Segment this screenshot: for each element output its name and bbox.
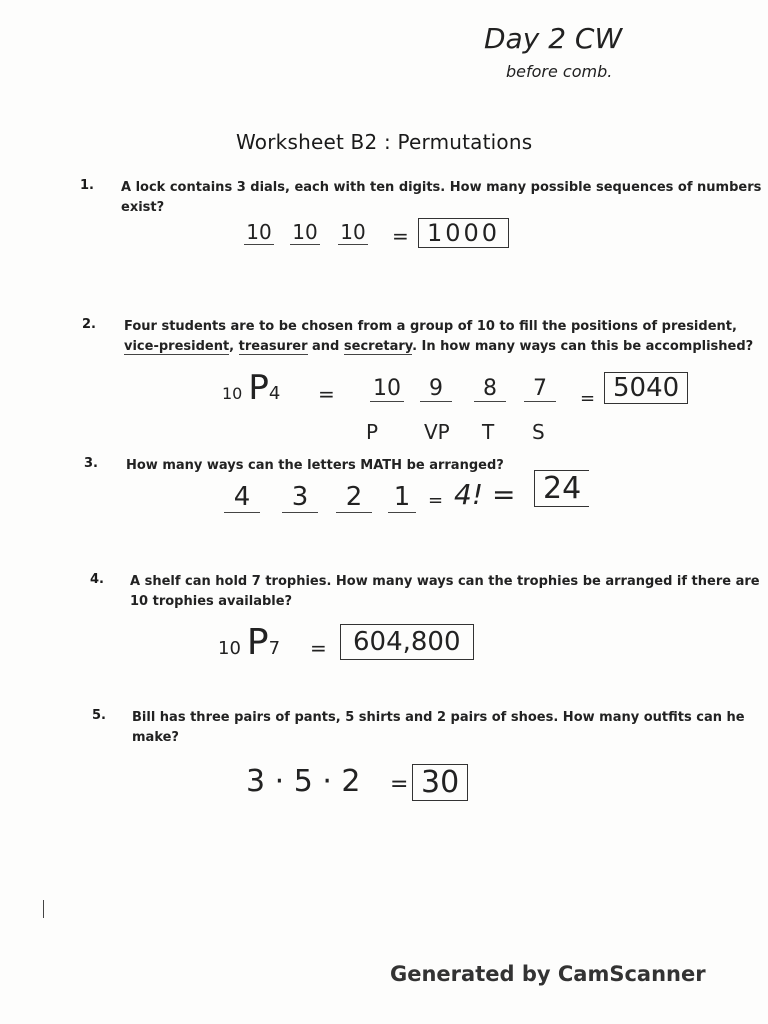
q4-notation <box>218 622 280 663</box>
q2-blank-2: 9 <box>420 376 452 402</box>
question-3-number: 3. <box>84 456 98 471</box>
q4-notation-n: 10 <box>218 638 241 659</box>
camscanner-watermark: Generated by CamScanner <box>390 962 706 986</box>
q2-notation-r: 4 <box>268 383 281 404</box>
q2-equals: = <box>318 382 335 406</box>
q5-expression: 3 · 5 · 2 <box>246 764 361 799</box>
q2-blank-4: 7 <box>524 376 556 402</box>
header-note-line2: before comb. <box>506 62 613 81</box>
q3-blank-2: 3 <box>282 482 318 513</box>
question-1-line1: A lock contains 3 dials, each with ten digits. How many possible sequences of numbers <box>121 180 762 195</box>
q2-secretary: secretary <box>343 339 413 354</box>
q4-notation-r: 7 <box>268 638 281 659</box>
q3-blank-4: 1 <box>388 482 416 513</box>
q2-notation-p: P <box>248 368 269 408</box>
q3-blank-3: 2 <box>336 482 372 513</box>
question-3-text <box>126 456 504 476</box>
q1-equals: = <box>392 224 409 248</box>
q2-rest: . In how many ways can this be accomplished? <box>412 339 754 354</box>
q2-blank-3: 8 <box>474 376 506 402</box>
q2-label-secretary: S <box>532 420 545 444</box>
q3-answer-box: 24 <box>534 470 589 507</box>
question-2-line2 <box>124 337 753 357</box>
question-1-text <box>121 178 761 218</box>
question-2-text <box>124 317 753 357</box>
question-2-number: 2. <box>82 317 96 332</box>
q2-blank-1: 10 <box>370 376 404 402</box>
q2-answer-box: 5040 <box>604 372 688 404</box>
q4-answer-box: 604,800 <box>340 624 474 660</box>
q2-vice-president: vice-president <box>124 339 230 354</box>
question-1-number: 1. <box>80 178 94 193</box>
q2-label-president: P <box>366 420 379 444</box>
q5-equals: = <box>390 772 409 797</box>
q2-treasurer: treasurer <box>238 339 308 354</box>
question-5-text <box>132 708 745 748</box>
q1-answer-box: 1000 <box>418 218 509 248</box>
question-5-number: 5. <box>92 708 106 723</box>
q2-sep1: , <box>229 339 239 354</box>
q2-label-treasurer: T <box>482 420 495 444</box>
worksheet-title: Worksheet B2 : Permutations <box>236 130 533 154</box>
q4-notation-p: P <box>246 622 269 663</box>
question-2-line1: Four students are to be chosen from a group of 10 to fill the positions of president, <box>124 319 737 334</box>
question-4-number: 4. <box>90 572 104 587</box>
question-1-line2: exist? <box>121 200 165 215</box>
q2-equals-2: = <box>580 388 596 409</box>
q2-sep2: and <box>307 339 344 354</box>
question-4-text <box>130 572 760 612</box>
q2-label-vice-president: VP <box>424 420 450 444</box>
q3-factorial: 4! = <box>454 478 516 511</box>
question-3-line1: How many ways can the letters MATH be arranged? <box>126 458 504 473</box>
question-5-line2: make? <box>132 730 179 745</box>
q2-notation-n: 10 <box>222 384 243 403</box>
header-note-line1: Day 2 CW <box>484 22 623 55</box>
question-4-line1: A shelf can hold 7 trophies. How many ways can the trophies be arranged if there are <box>130 574 760 589</box>
q1-blank-3: 10 <box>338 220 368 245</box>
q4-equals: = <box>310 636 327 660</box>
scan-mark <box>43 900 44 918</box>
question-5-line1: Bill has three pairs of pants, 5 shirts and 2 pairs of shoes. How many outfits can he <box>132 710 745 725</box>
q2-notation <box>222 368 280 408</box>
q1-blank-1: 10 <box>244 220 274 245</box>
q3-equals: = <box>428 490 444 511</box>
q1-blank-2: 10 <box>290 220 320 245</box>
question-4-line2: 10 trophies available? <box>130 594 293 609</box>
q3-blank-1: 4 <box>224 482 260 513</box>
q5-answer-box: 30 <box>412 764 468 801</box>
